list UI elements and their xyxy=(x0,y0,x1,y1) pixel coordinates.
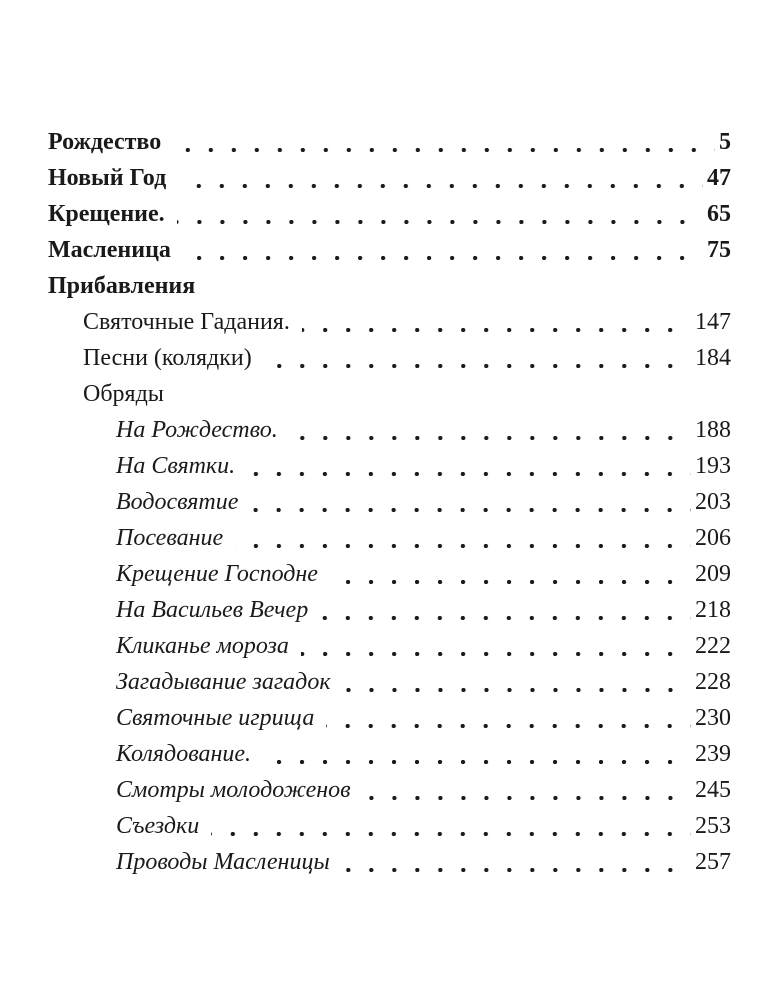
dot-leader xyxy=(178,184,703,188)
toc-entry xyxy=(0,448,761,484)
toc-entry-label: Крещение. xyxy=(48,201,165,227)
toc-entry xyxy=(0,628,761,664)
toc-entry-label: Смотры молодоженов xyxy=(116,777,351,803)
toc-entry-label: Проводы Масленицы xyxy=(116,849,330,875)
toc-entry xyxy=(0,124,761,160)
toc-entry-page: 65 xyxy=(707,201,731,227)
dot-leader xyxy=(326,724,691,728)
toc-entry-label: Крещение Господне xyxy=(116,561,318,587)
dot-leader xyxy=(343,688,691,692)
toc-entry-label: На Святки. xyxy=(116,453,236,479)
toc-entry xyxy=(0,376,761,412)
toc-entry xyxy=(0,772,761,808)
dot-leader xyxy=(235,544,691,548)
toc-entry xyxy=(0,808,761,844)
toc-entry-label: Съездки xyxy=(116,813,200,839)
toc-entry xyxy=(0,484,761,520)
toc-entry xyxy=(0,844,761,880)
toc-entry-page: 257 xyxy=(695,849,731,875)
toc-entry xyxy=(0,304,761,340)
toc-entry-page: 147 xyxy=(695,309,731,335)
dot-leader xyxy=(183,256,703,260)
dot-leader xyxy=(290,436,691,440)
toc-entry-label: На Рождество. xyxy=(116,417,278,443)
dot-leader xyxy=(264,364,691,368)
toc-entry-label: Обряды xyxy=(83,381,164,407)
dot-leader xyxy=(177,220,703,224)
toc-entry-page: 230 xyxy=(695,705,731,731)
toc-entry-page: 253 xyxy=(695,813,731,839)
toc-entry-label: Колядование. xyxy=(116,741,251,767)
toc-entry-page: 245 xyxy=(695,777,731,803)
toc-entry xyxy=(0,556,761,592)
toc-entry xyxy=(0,520,761,556)
toc-entry-page: 203 xyxy=(695,489,731,515)
toc-list xyxy=(0,124,761,880)
toc-entry-page: 5 xyxy=(719,129,731,155)
dot-leader xyxy=(302,328,691,332)
dot-leader xyxy=(330,580,691,584)
dot-leader xyxy=(250,508,691,512)
toc-entry-label: Песни (колядки) xyxy=(83,345,252,371)
toc-entry xyxy=(0,664,761,700)
toc-entry-page: 206 xyxy=(695,525,731,551)
toc-entry xyxy=(0,232,761,268)
dot-leader xyxy=(263,760,691,764)
toc-entry-page: 239 xyxy=(695,741,731,767)
toc-entry xyxy=(0,196,761,232)
toc-entry-label: Загадывание загадок xyxy=(116,669,331,695)
toc-entry-label: Масленица xyxy=(48,237,171,263)
toc-entry-label: Кликанье мороза xyxy=(116,633,289,659)
toc-entry-label: Новый Год xyxy=(48,165,167,191)
dot-leader xyxy=(173,148,715,152)
dot-leader xyxy=(363,796,691,800)
toc-entry xyxy=(0,268,761,304)
toc-entry-page: 188 xyxy=(695,417,731,443)
toc-entry-label: Рождество xyxy=(48,129,162,155)
toc-entry-label: Святочные Гадания. xyxy=(83,309,290,335)
toc-entry-page: 222 xyxy=(695,633,731,659)
dot-leader xyxy=(211,832,691,836)
toc-entry-label: Посевание xyxy=(116,525,224,551)
toc-entry xyxy=(0,160,761,196)
dot-leader xyxy=(342,868,691,872)
toc-entry-page: 209 xyxy=(695,561,731,587)
toc-entry-page: 193 xyxy=(695,453,731,479)
toc-entry-label: Прибавления xyxy=(48,273,196,299)
toc-entry-page: 228 xyxy=(695,669,731,695)
toc-entry xyxy=(0,700,761,736)
toc-entry-page: 218 xyxy=(695,597,731,623)
toc-entry-label: На Васильев Вечер xyxy=(116,597,309,623)
dot-leader xyxy=(247,472,691,476)
toc-entry-page: 47 xyxy=(707,165,731,191)
toc-entry-page: 184 xyxy=(695,345,731,371)
dot-leader xyxy=(301,652,691,656)
toc-entry xyxy=(0,412,761,448)
toc-entry-label: Водосвятие xyxy=(116,489,239,515)
dot-leader xyxy=(320,616,691,620)
toc-entry-page: 75 xyxy=(707,237,731,263)
toc-entry xyxy=(0,340,761,376)
toc-entry-label: Святочные игрища xyxy=(116,705,315,731)
toc-entry xyxy=(0,736,761,772)
toc-entry xyxy=(0,592,761,628)
